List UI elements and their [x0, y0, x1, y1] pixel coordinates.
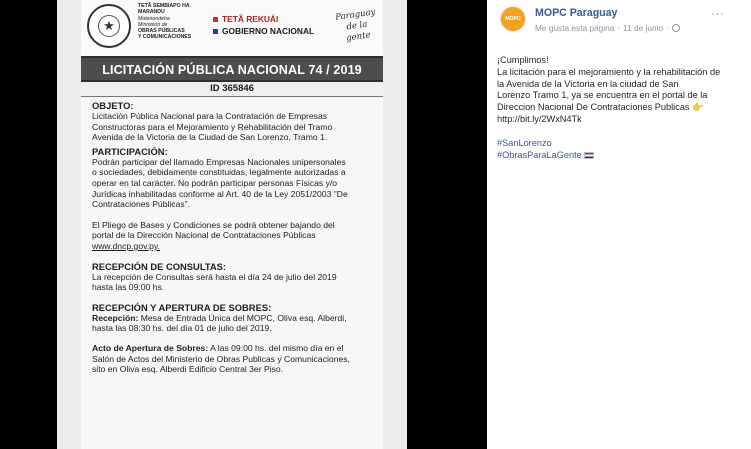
spacer: [92, 210, 376, 220]
participacion-line: Contrataciones Públicas".: [92, 199, 191, 210]
consultas-line: La recepción de Consultas será hasta el día 24 de julio del 2019: [92, 271, 337, 282]
ministry-line1: TETÃ SEMBIAPO HA MARANDU: [138, 3, 190, 16]
gov-row-1: [213, 13, 323, 25]
seal-inner-ring: [98, 15, 120, 37]
meta-separator: ·: [666, 23, 669, 33]
post-line: ¡Cumplimos!: [497, 55, 549, 65]
objeto-heading: OBJETO:: [92, 100, 134, 111]
paraguay-flag-icon: [584, 152, 594, 159]
objeto-line: Licitación Pública Nacional para la Contratación de Empresas: [92, 111, 328, 121]
ministry-line4: OBRAS PÚBLICAS: [138, 28, 185, 35]
post-line: la Avenida de la Victoria en la ciudad de San: [497, 78, 679, 89]
post-line-text: Direccion Nacional De Contrataciones Publicas: [497, 102, 690, 113]
acto-line: sito en Oliva esq. Alberdi Edificio Central 3er Piso.: [92, 364, 284, 375]
slogan-line1: Paraguay: [334, 7, 377, 23]
section-objeto: [92, 100, 376, 143]
spacer: [497, 126, 744, 138]
section-consultas: [92, 261, 376, 293]
gov-row-2: [213, 25, 323, 37]
page-avatar[interactable]: [500, 6, 526, 32]
notice-id: ID 365846: [210, 83, 254, 94]
section-participacion: [92, 146, 376, 252]
acto-label: Acto de Apertura de Sobres:: [92, 342, 209, 353]
section-sobres: [92, 302, 376, 334]
recepcion-label: Recepción:: [92, 312, 139, 323]
more-options-icon[interactable]: ···: [711, 6, 725, 20]
post-line: La licitación para el mejoramiento y la rehabilitación de: [497, 66, 721, 77]
like-page-link[interactable]: Me gusta esta página: [535, 23, 615, 33]
participacion-line: Podrán participar del llamado Empresas Nacionales unipersonales: [92, 156, 346, 167]
dncp-link: www.dncp.gov.py.: [92, 240, 160, 251]
participacion-line: Jurídicas inhabilitadas conforme al Art. 40 de la Ley 2051/2003 "De: [92, 188, 348, 199]
ministry-line2: Motenondeha: [138, 15, 170, 22]
sobres-heading: RECEPCIÓN Y APERTURA DE SOBRES:: [92, 301, 272, 313]
objeto-line: Constructoras para el Mejoramiento y Rehabilitación del Tramo: [92, 121, 333, 132]
acto-text: A las 09:00 hs. del mismo día en el: [208, 342, 344, 353]
paraguay-slogan-logo: [333, 7, 381, 46]
post-message: [497, 55, 744, 161]
sobres-line: hasta las 08:30 hs. del día 01 de julio del 2019.: [92, 323, 272, 334]
slogan-line2: de la gente: [345, 19, 372, 44]
post-image[interactable]: [57, 0, 407, 449]
star-icon: ★: [103, 18, 115, 33]
post-line: Lorenzo Tramo 1, ya se encuentra en el portal de la: [497, 90, 708, 101]
ministry-line5: Y COMUNICACIONES: [138, 34, 192, 41]
meta-separator: ·: [617, 23, 621, 33]
notice-title: LICITACIÓN PÚBLICA NACIONAL 74 / 2019: [102, 63, 362, 77]
recepcion-text: Mesa de Entrada Única del MOPC, Oliva esq. Alberdi,: [138, 312, 347, 323]
sobres-line: [92, 313, 376, 324]
gov-line1: TETÃ REKUÁI: [222, 14, 279, 24]
avatar-label: MOPC: [505, 16, 521, 22]
post-date-link[interactable]: 11 de junio: [623, 23, 664, 33]
short-link[interactable]: http://bit.ly/2WxN4Tk: [497, 113, 582, 124]
red-square-icon: [213, 17, 218, 22]
ministry-logo-text: [138, 3, 208, 41]
pliego-line: El Pliego de Bases y Condiciones se podrá obtener bajando del: [92, 219, 335, 230]
pliego-line: portal de la Dirección Nacional de Contrataciones Públicas: [92, 230, 316, 241]
acto-line: [92, 343, 376, 354]
document-header: [81, 0, 383, 55]
participacion-line: o sociedades, debidamente constituidas, legalmente autorizadas a: [92, 167, 346, 178]
participacion-line: operar en tal carácter. No podrán participar personas Físicas y/o: [92, 177, 338, 188]
objeto-line: Avenida de la Victoria de la Ciudad de San Lorenzo, Tramo 1.: [92, 132, 328, 143]
consultas-heading: RECEPCIÓN DE CONSULTAS:: [92, 260, 227, 272]
participacion-heading: PARTICIPACIÓN:: [92, 145, 168, 157]
hashtag-row: [497, 150, 744, 162]
national-seal-icon: [87, 4, 131, 48]
pointing-hand-icon: 👉: [692, 102, 704, 113]
page-name-link[interactable]: MOPC Paraguay: [535, 7, 618, 19]
government-logo: [213, 13, 323, 37]
globe-icon: [672, 24, 680, 32]
post-panel: [487, 0, 751, 449]
tender-notice-document: [81, 0, 383, 449]
hashtag-san-lorenzo[interactable]: #SanLorenzo: [497, 137, 552, 148]
id-row: [81, 82, 383, 97]
post-line: [497, 102, 744, 114]
document-body: [92, 100, 376, 378]
hashtag-obras[interactable]: #ObrasParaLaGente: [497, 149, 582, 160]
gov-line2: GOBIERNO NACIONAL: [222, 26, 315, 36]
title-band: [81, 56, 383, 82]
section-acto: [92, 343, 376, 375]
acto-line: Salón de Actos del Ministerio de Obras Publicas y Comunicaciones,: [92, 353, 350, 364]
consultas-line: hasta las 09:00 hs.: [92, 282, 165, 293]
post-meta: [535, 23, 680, 33]
ministry-line3: Ministerio de: [138, 21, 168, 28]
blue-square-icon: [213, 29, 218, 34]
